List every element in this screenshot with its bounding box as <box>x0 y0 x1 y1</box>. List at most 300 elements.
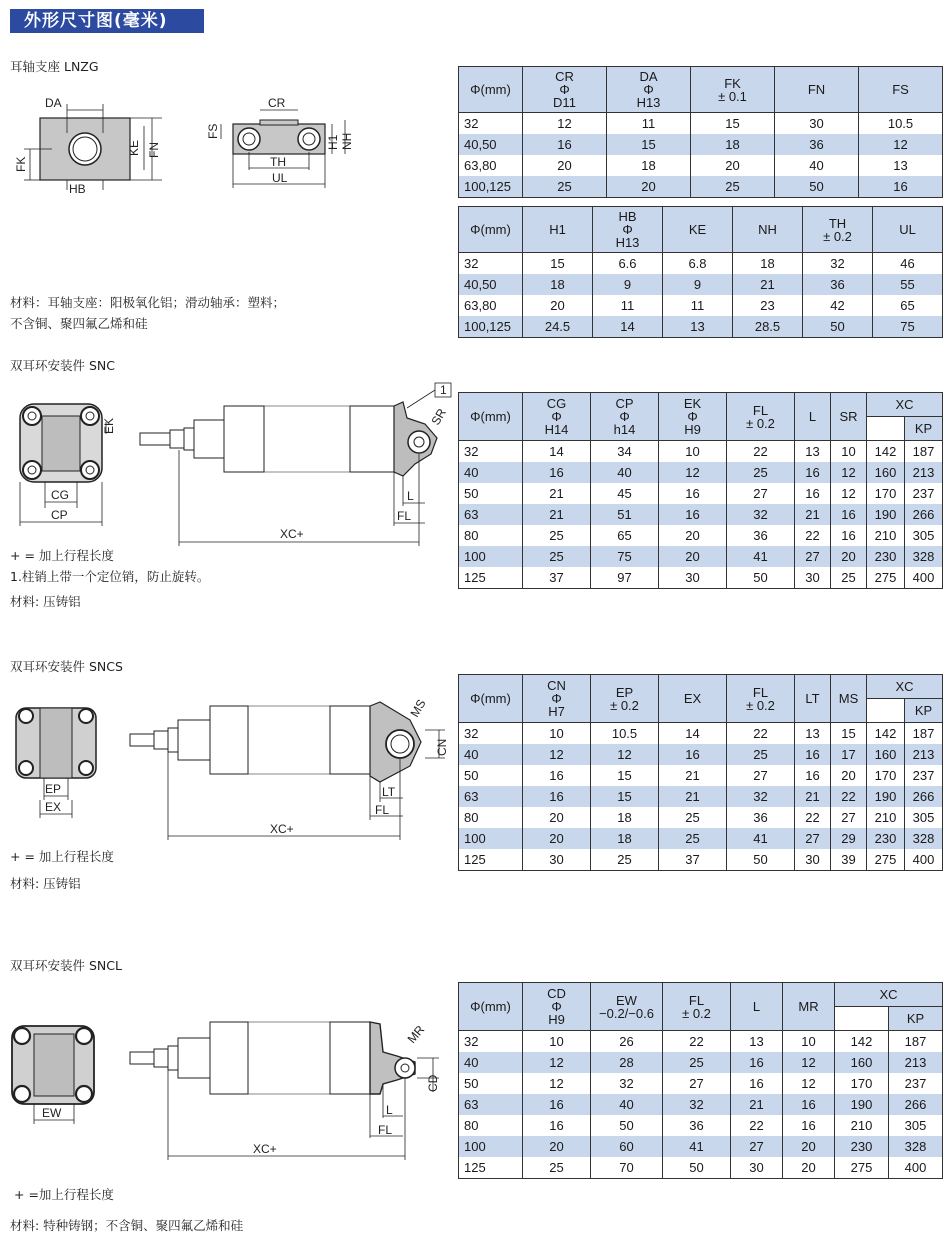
table-cell: 27 <box>731 1136 783 1157</box>
th-da: DA Φ H13 <box>607 67 691 113</box>
table-cell: 16 <box>731 1073 783 1094</box>
table-cell: 55 <box>873 274 943 295</box>
dim-hb: HB <box>69 182 86 196</box>
dim-h1: H1 <box>326 134 340 150</box>
table-cell: 400 <box>905 849 943 871</box>
table-cell: 10 <box>523 723 591 745</box>
table-cell: 21 <box>733 274 803 295</box>
table-row <box>459 1136 943 1157</box>
table-cell: 50 <box>803 316 873 338</box>
table-cell: 20 <box>523 1136 591 1157</box>
row-label-cell: 80 <box>459 525 523 546</box>
dim-ms: MS <box>407 696 429 720</box>
th-kp: KP <box>905 417 943 441</box>
table-row <box>459 723 943 745</box>
table-cell: 16 <box>523 1115 591 1136</box>
row-label-cell: 125 <box>459 1157 523 1179</box>
row-label-cell: 63 <box>459 1094 523 1115</box>
table-cell: 25 <box>523 525 591 546</box>
table-cell: 230 <box>867 828 905 849</box>
table-cell: 18 <box>523 274 593 295</box>
table-row <box>459 462 943 483</box>
dim-nh: NH <box>340 132 354 150</box>
table-cell: 50 <box>591 1115 663 1136</box>
table-cell: 12 <box>523 744 591 765</box>
table-cell: 328 <box>889 1136 943 1157</box>
dim-l: L <box>386 1103 393 1117</box>
th-kp: KP <box>905 699 943 723</box>
table-cell: 400 <box>905 567 943 589</box>
lnzg-table-1 <box>458 66 943 198</box>
table-cell: 28.5 <box>733 316 803 338</box>
table-cell: 6.6 <box>593 253 663 275</box>
table-row <box>459 744 943 765</box>
table-cell: 15 <box>691 113 775 135</box>
table-cell: 50 <box>727 567 795 589</box>
dim-cd: CD <box>426 1074 440 1092</box>
table-cell: 40 <box>591 1094 663 1115</box>
dim-ke: KE <box>127 139 141 156</box>
dim-ew: EW <box>42 1106 62 1120</box>
table-cell: 213 <box>905 462 943 483</box>
table-cell: 21 <box>795 504 831 525</box>
table-cell: 28 <box>591 1052 663 1073</box>
table-cell: 41 <box>727 546 795 567</box>
dim-ul: UL <box>272 171 288 185</box>
table-cell: 16 <box>783 1094 835 1115</box>
table-cell: 16 <box>659 483 727 504</box>
th-dia: Φ(mm) <box>459 983 523 1031</box>
table-row <box>459 1073 943 1094</box>
row-label-cell: 63 <box>459 504 523 525</box>
row-label-cell: 40,50 <box>459 134 523 155</box>
th-ek: EK Φ H9 <box>659 393 727 441</box>
table-cell: 12 <box>659 462 727 483</box>
table-cell: 17 <box>831 744 867 765</box>
th-nh: NH <box>733 207 803 253</box>
row-label-cell: 125 <box>459 567 523 589</box>
table-cell: 36 <box>727 525 795 546</box>
table-cell: 46 <box>873 253 943 275</box>
table-cell: 15 <box>831 723 867 745</box>
table-cell: 190 <box>867 504 905 525</box>
row-label-cell: 63 <box>459 786 523 807</box>
table-cell: 187 <box>905 723 943 745</box>
table-cell: 15 <box>591 786 659 807</box>
th-dia: Φ(mm) <box>459 393 523 441</box>
table-cell: 11 <box>663 295 733 316</box>
section-label-lnzg: 耳轴支座 LNZG <box>10 59 99 74</box>
table-cell: 37 <box>659 849 727 871</box>
table-cell: 16 <box>831 504 867 525</box>
table-cell: 16 <box>523 462 591 483</box>
section-label-sncl: 双耳环安装件 SNCL <box>10 958 122 973</box>
row-label-cell: 100 <box>459 828 523 849</box>
sncl-side-drawing <box>125 1012 455 1162</box>
table-cell: 27 <box>795 828 831 849</box>
table-row <box>459 253 943 275</box>
th-kp: KP <box>889 1007 943 1031</box>
table-cell: 23 <box>733 295 803 316</box>
table-cell: 20 <box>523 155 607 176</box>
snc-note-stroke: + = 加上行程长度 <box>10 548 114 563</box>
table-row <box>459 441 943 463</box>
th-xc: XC <box>867 393 943 417</box>
th-dia: Φ(mm) <box>459 675 523 723</box>
row-label-cell: 50 <box>459 1073 523 1094</box>
table-cell: 160 <box>835 1052 889 1073</box>
row-label-cell: 50 <box>459 483 523 504</box>
table-cell: 21 <box>523 504 591 525</box>
sncl-notes <box>14 1184 114 1205</box>
table-cell: 16 <box>659 744 727 765</box>
dim-th: TH <box>270 155 286 169</box>
table-cell: 266 <box>905 504 943 525</box>
snc-note-material: 材料: 压铸铝 <box>10 594 81 609</box>
table-cell: 305 <box>905 807 943 828</box>
table-cell: 65 <box>873 295 943 316</box>
table-cell: 13 <box>859 155 943 176</box>
table-cell: 305 <box>905 525 943 546</box>
table-row <box>459 828 943 849</box>
lnzg-front-drawing <box>12 90 172 200</box>
table-row <box>459 1115 943 1136</box>
row-label-cell: 100 <box>459 546 523 567</box>
th-cn: CN Φ H7 <box>523 675 591 723</box>
table-cell: 30 <box>523 849 591 871</box>
row-label-cell: 100 <box>459 1136 523 1157</box>
dim-ex: EX <box>45 800 62 814</box>
table-cell: 27 <box>831 807 867 828</box>
table-cell: 16 <box>795 483 831 504</box>
table-cell: 36 <box>727 807 795 828</box>
snc-table <box>458 392 943 589</box>
th-fs: FS <box>859 67 943 113</box>
table-cell: 20 <box>783 1157 835 1179</box>
table-cell: 22 <box>727 723 795 745</box>
table-cell: 400 <box>889 1157 943 1179</box>
table-cell: 10 <box>783 1031 835 1053</box>
table-cell: 160 <box>867 744 905 765</box>
table-cell: 210 <box>835 1115 889 1136</box>
th-fn: FN <box>775 67 859 113</box>
row-label-cell: 100,125 <box>459 176 523 198</box>
table-cell: 12 <box>783 1052 835 1073</box>
row-label-cell: 40 <box>459 1052 523 1073</box>
table-cell: 6.8 <box>663 253 733 275</box>
th-ew: EW −0.2/−0.6 <box>591 983 663 1031</box>
th-cg: CG Φ H14 <box>523 393 591 441</box>
table-cell: 20 <box>523 828 591 849</box>
table-cell: 40 <box>775 155 859 176</box>
table-cell: 12 <box>783 1073 835 1094</box>
lnzg-side-drawing <box>205 92 370 197</box>
dim-sr: SR <box>428 406 449 428</box>
th-fl: FL ± 0.2 <box>663 983 731 1031</box>
table-row <box>459 1031 943 1053</box>
sncl-note-material: 材料: 特种铸钢；不含铜、聚四氟乙烯和硅 <box>10 1218 244 1233</box>
table-cell: 14 <box>523 441 591 463</box>
table-cell: 24.5 <box>523 316 593 338</box>
sncl-note-stroke: + =加上行程长度 <box>14 1187 114 1202</box>
table-cell: 20 <box>691 155 775 176</box>
row-label-cell: 32 <box>459 723 523 745</box>
table-cell: 50 <box>727 849 795 871</box>
th-hb: HB Φ H13 <box>593 207 663 253</box>
table-cell: 16 <box>523 765 591 786</box>
table-cell: 237 <box>889 1073 943 1094</box>
dim-mr: MR <box>404 1022 428 1046</box>
table-cell: 22 <box>795 525 831 546</box>
table-cell: 12 <box>831 483 867 504</box>
table-cell: 26 <box>591 1031 663 1053</box>
th-l: L <box>731 983 783 1031</box>
table-row <box>459 483 943 504</box>
table-cell: 187 <box>905 441 943 463</box>
dim-fk: FK <box>14 156 28 172</box>
sncs-side-drawing <box>125 690 455 840</box>
table-cell: 22 <box>663 1031 731 1053</box>
table-cell: 51 <box>591 504 659 525</box>
table-cell: 30 <box>775 113 859 135</box>
table-cell: 16 <box>523 786 591 807</box>
table-row <box>459 525 943 546</box>
table-cell: 275 <box>835 1157 889 1179</box>
table-cell: 32 <box>727 504 795 525</box>
th-sr: SR <box>831 393 867 441</box>
table-cell: 50 <box>663 1157 731 1179</box>
table-cell: 21 <box>731 1094 783 1115</box>
table-cell: 41 <box>727 828 795 849</box>
table-cell: 30 <box>659 567 727 589</box>
table-cell: 13 <box>795 723 831 745</box>
sncs-notes <box>10 846 114 894</box>
row-label-cell: 40,50 <box>459 274 523 295</box>
table-cell: 97 <box>591 567 659 589</box>
table-cell: 27 <box>727 483 795 504</box>
dim-ep: EP <box>45 782 62 796</box>
table-cell: 25 <box>663 1052 731 1073</box>
table-cell: 18 <box>591 807 659 828</box>
table-cell: 10.5 <box>859 113 943 135</box>
table-cell: 142 <box>867 723 905 745</box>
table-cell: 170 <box>867 483 905 504</box>
table-cell: 25 <box>691 176 775 198</box>
table-cell: 237 <box>905 483 943 504</box>
table-cell: 190 <box>835 1094 889 1115</box>
lnzg-material-line-1: 材料：耳轴支座：阳极氧化铝；滑动轴承：塑料； <box>10 295 286 310</box>
th-l: L <box>795 393 831 441</box>
dim-lt: LT <box>382 785 396 799</box>
table-cell: 32 <box>727 786 795 807</box>
th-mr: MR <box>783 983 835 1031</box>
table-cell: 15 <box>523 253 593 275</box>
table-cell: 22 <box>731 1115 783 1136</box>
table-cell: 328 <box>905 828 943 849</box>
table-cell: 305 <box>889 1115 943 1136</box>
table-cell: 12 <box>591 744 659 765</box>
th-fl: FL ± 0.2 <box>727 393 795 441</box>
th-ep: EP ± 0.2 <box>591 675 659 723</box>
table-cell: 20 <box>523 807 591 828</box>
table-cell: 29 <box>831 828 867 849</box>
sncl-front-drawing <box>8 1020 103 1130</box>
table-cell: 13 <box>731 1031 783 1053</box>
table-cell: 328 <box>905 546 943 567</box>
dim-xc: XC+ <box>253 1142 277 1156</box>
table-cell: 266 <box>889 1094 943 1115</box>
row-label-cell: 63,80 <box>459 295 523 316</box>
table-cell: 170 <box>835 1073 889 1094</box>
table-cell: 22 <box>831 786 867 807</box>
table-cell: 190 <box>867 786 905 807</box>
th-ms: MS <box>831 675 867 723</box>
table-cell: 30 <box>731 1157 783 1179</box>
dim-xc: XC+ <box>270 822 294 836</box>
table-cell: 39 <box>831 849 867 871</box>
th-dia: Φ(mm) <box>459 67 523 113</box>
table-cell: 45 <box>591 483 659 504</box>
table-cell: 9 <box>593 274 663 295</box>
row-label-cell: 80 <box>459 807 523 828</box>
lnzg-table-2 <box>458 206 943 338</box>
table-cell: 16 <box>659 504 727 525</box>
table-row <box>459 155 943 176</box>
row-label-cell: 50 <box>459 765 523 786</box>
section-label-sncs: 双耳环安装件 SNCS <box>10 659 123 674</box>
table-row <box>459 786 943 807</box>
table-cell: 65 <box>591 525 659 546</box>
row-label-cell: 80 <box>459 1115 523 1136</box>
dim-xc: XC+ <box>280 527 304 541</box>
th-cp: CP Φ h14 <box>591 393 659 441</box>
table-row <box>459 113 943 135</box>
dim-l: L <box>407 489 414 503</box>
th-fk: FK ± 0.1 <box>691 67 775 113</box>
table-cell: 16 <box>731 1052 783 1073</box>
table-cell: 275 <box>867 567 905 589</box>
dim-cp: CP <box>51 508 68 522</box>
table-cell: 30 <box>795 567 831 589</box>
table-cell: 16 <box>783 1115 835 1136</box>
page-title: 外形尺寸图(毫米) <box>10 9 204 33</box>
table-cell: 21 <box>523 483 591 504</box>
table-cell: 60 <box>591 1136 663 1157</box>
table-cell: 266 <box>905 786 943 807</box>
table-cell: 25 <box>659 828 727 849</box>
table-cell: 20 <box>607 176 691 198</box>
table-cell: 37 <box>523 567 591 589</box>
table-cell: 41 <box>663 1136 731 1157</box>
table-cell: 10 <box>659 441 727 463</box>
table-cell: 50 <box>775 176 859 198</box>
th-fl: FL ± 0.2 <box>727 675 795 723</box>
table-cell: 11 <box>607 113 691 135</box>
th-ex: EX <box>659 675 727 723</box>
dim-fl: FL <box>397 509 412 523</box>
table-row <box>459 504 943 525</box>
table-row <box>459 1094 943 1115</box>
table-cell: 12 <box>523 113 607 135</box>
table-row <box>459 274 943 295</box>
table-cell: 142 <box>867 441 905 463</box>
table-cell: 25 <box>523 176 607 198</box>
sncs-table <box>458 674 943 871</box>
table-row <box>459 1052 943 1073</box>
table-cell: 25 <box>727 744 795 765</box>
table-cell: 11 <box>593 295 663 316</box>
sncs-front-drawing <box>12 702 102 822</box>
table-cell: 142 <box>835 1031 889 1053</box>
table-cell: 36 <box>775 134 859 155</box>
table-cell: 18 <box>607 155 691 176</box>
lnzg-material-note <box>10 292 285 334</box>
table-cell: 20 <box>831 546 867 567</box>
dim-fn: FN <box>147 142 161 158</box>
table-cell: 210 <box>867 525 905 546</box>
snc-notes <box>10 545 209 612</box>
table-cell: 275 <box>867 849 905 871</box>
table-cell: 187 <box>889 1031 943 1053</box>
th-ke: KE <box>663 207 733 253</box>
table-cell: 210 <box>867 807 905 828</box>
table-cell: 10 <box>523 1031 591 1053</box>
table-cell: 21 <box>659 786 727 807</box>
th-xc: XC <box>867 675 943 699</box>
table-cell: 25 <box>523 546 591 567</box>
table-cell: 18 <box>591 828 659 849</box>
sncl-table <box>458 982 943 1179</box>
table-cell: 20 <box>523 295 593 316</box>
table-cell: 25 <box>523 1157 591 1179</box>
dim-cn: CN <box>435 738 449 756</box>
snc-note-pin: 1.柱销上带一个定位销，防止旋转。 <box>10 569 210 584</box>
sncs-note-stroke: + = 加上行程长度 <box>10 849 114 864</box>
table-row <box>459 849 943 871</box>
table-cell: 12 <box>523 1073 591 1094</box>
table-cell: 75 <box>591 546 659 567</box>
table-cell: 213 <box>905 744 943 765</box>
table-cell: 27 <box>795 546 831 567</box>
row-label-cell: 63,80 <box>459 155 523 176</box>
dim-da: DA <box>45 96 62 110</box>
row-label-cell: 40 <box>459 462 523 483</box>
table-cell: 12 <box>859 134 943 155</box>
table-cell: 12 <box>831 462 867 483</box>
dim-cr: CR <box>268 96 286 110</box>
table-cell: 13 <box>663 316 733 338</box>
dim-fs: FS <box>206 123 220 139</box>
th-cr: CR Φ D11 <box>523 67 607 113</box>
table-cell: 18 <box>733 253 803 275</box>
th-xc-sub <box>835 1007 889 1031</box>
table-cell: 230 <box>835 1136 889 1157</box>
table-cell: 16 <box>831 525 867 546</box>
dim-fl: FL <box>375 803 390 817</box>
table-cell: 36 <box>663 1115 731 1136</box>
table-row <box>459 134 943 155</box>
table-cell: 16 <box>795 744 831 765</box>
table-cell: 25 <box>591 849 659 871</box>
table-cell: 21 <box>795 786 831 807</box>
row-label-cell: 32 <box>459 1031 523 1053</box>
row-label-cell: 32 <box>459 441 523 463</box>
table-row <box>459 295 943 316</box>
table-cell: 20 <box>783 1136 835 1157</box>
table-row <box>459 807 943 828</box>
th-cd: CD Φ H9 <box>523 983 591 1031</box>
table-cell: 25 <box>659 807 727 828</box>
